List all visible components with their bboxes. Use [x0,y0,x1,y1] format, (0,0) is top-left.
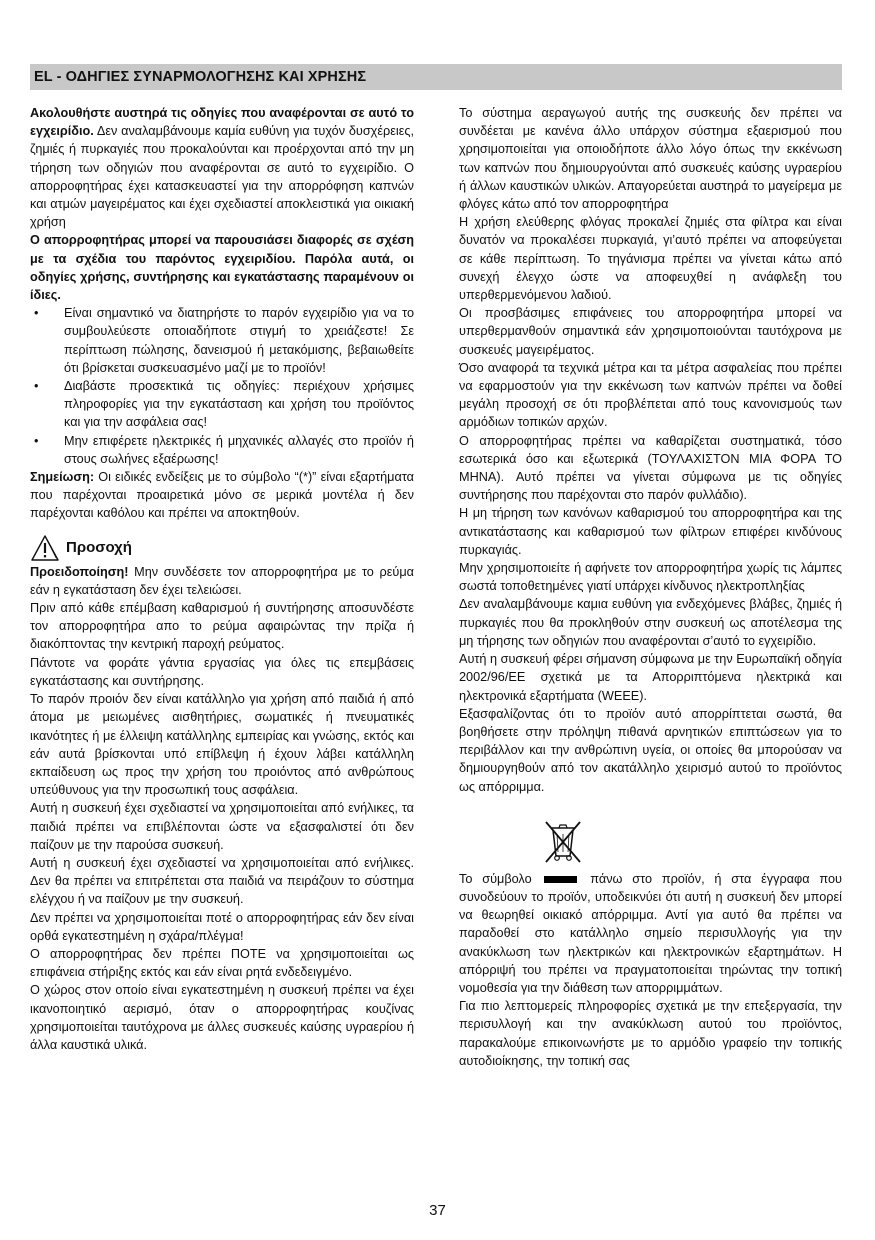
black-bar-symbol [544,876,577,883]
info-paragraph: Για πιο λεπτομερείς πληροφορίες σχετικά με την επεξεργασία, την περισυλλογή και την ανακύκλωση αυτού του προϊόντος, παρακαλούμε επικοινωνήστε με το αρμόδιο γραφείο την τοπικής αυτοδιοίκησης, την τοπική σας [459,999,842,1068]
bullet-item: • Είναι σημαντικό να διατηρήστε το παρόν εγχειρίδιο για να το συμβουλεύεστε οποιαδήποτε στιγμή το χρειάζεστε! Σε περίπτωση πώλησης, δανεισμού ή μετακόμισης, βεβαιωθείτε ότι βρίσκεται συσκευασμένο μαζί με το προϊόν! [30,304,414,377]
symbol-text-before: Το σύμβολο [459,871,532,886]
safety-paragraph: Οι προσβάσιμες επιφάνειες του απορροφητήρα μπορεί να υπερθερμανθούν σημαντικά εάν χρησιμοποιούνται ταυτόχρονα με συσκευές μαγειρέματος. [459,306,842,357]
section-title: EL - ΟΔΗΓΙΕΣ ΣΥΝΑΡΜΟΛΟΓΗΣΗΣ ΚΑΙ ΧΡΗΣΗΣ [34,69,367,85]
safety-paragraph: Η χρήση ελεύθερης φλόγας προκαλεί ζημιές στα φίλτρα και είναι δυνατόν να προκαλέσει πυρκαγιά, γι’αυτό πρέπει να αποφεύγεται σε κάθε περίπτωση. Το τηγάνισμα πρέπει να γίνεται κάτω από συνεχή έλεγχο ώστε να αποφευχθεί η ανάφλεξη του υπερθερμενόμενου λαδιού. [459,215,842,303]
symbol-text-after: πάνω στο προϊόν, ή στα έγγραφα που συνοδεύουν το προϊόν, υποδεικνύει ότι αυτή η συσκευή δεν μπορεί να θεωρηθεί οικιακό απόρριμμα. Αντί για αυτό θα πρέπει να παραδοθεί στο κατάλληλο σημείο περισυλλογής για την ανακύκλωση των ηλεκτρικών και ηλεκτρονικών εξαρτημάτων. Η απόρριψή του πρέπει να πραγματοποιείται τηρώντας την τοπική νομοθεσία για την διάθεση των απορριμμάτων. [459,871,842,995]
crossed-out-wheelie-bin-icon [541,818,585,866]
note-paragraph [30,468,414,523]
safety-paragraph: Αυτή η συσκευή φέρει σήμανση σύμφωνα με την Ευρωπαϊκή οδηγία 2002/96/ΕΕ σχετικά με τα Απορριπτόμενα ηλεκτρικά και ηλεκτρονικά εξαρτήματα (WEEE). [459,652,842,703]
note-label: Σημείωση: [30,470,95,485]
intro-text: Δεν αναλαμβάνουμε καμία ευθύνη για τυχόν δυσχέρειες, ζημιές ή πυρκαγιές που προκαλούνται και προέρχονται από την μη τήρηση των οδηγιών που αναφέρονται σε αυτό το εγχειρίδιο. Ο απορροφητήρας έχει κατασκευαστεί για την απορρόφηση καπνών και ατμών μαγειρέματος και έχει σχεδιαστεί αποκλειστικά για οικιακή χρήση [30,124,414,230]
bullet-item: • Μην επιφέρετε ηλεκτρικές ή μηχανικές αλλαγές στο προϊόν ή στους σωλήνες εξαέρωσης! [30,432,414,468]
safety-paragraph: Μην χρησιμοποιείτε ή αφήνετε τον απορροφητήρα χωρίς τις λάμπες σωστά τοποθετημένες γιατί υπάρχει κίνδυνος ηλεκτροπληξίας [459,561,842,594]
left-column [30,104,414,1054]
safety-paragraph: Το παρόν προιόν δεν είναι κατάλληλο για χρήση από παιδιά ή από άτομα με μειωμένες αισθητήριες, σωματικές ή πνευματικές ικανότητες ή με έλλειψη κατάλληλης εμπειρίας και γνώσης, εκτός και εάν αυτά βρίσκονται υπό επίβλεψη ή έχουν λάβει κατάλληλη εκπαίδευση ως προς την χρήση του προιόντος από ανθρώπους υπεύθυνους για την προσωπική τους ασφάλεια. [30,692,414,798]
warning-label: Προειδοποίηση! [30,564,129,579]
safety-paragraph: Ο απορροφητήρας πρέπει να καθαρίζεται συστηματικά, τόσο εσωτερικά όσο και εξωτερικά (ΤΟΥΛΑΧΙΣΤΟΝ ΜΙΑ ΦΟΡΑ ΤΟ ΜΗΝΑ). Αυτό πρέπει να γίνεται σύμφωνα με τις οδηγίες συντήρησης που παρέχονται στο παρόν φυλλάδιο). [459,433,842,503]
intro-paragraph [30,104,414,231]
safety-paragraph: Αυτή η συσκευή έχει σχεδιαστεί να χρησιμοποιείται από ενήλικες. Δεν θα πρέπει να επιτρέπεται στα παιδιά να πειράζουν το σύστημα ελέγχου ή να παίζουν με την συσκευή. [30,855,414,907]
safety-paragraph: Ο απορροφητήρας δεν πρέπει ΠΟΤΕ να χρησιμοποιείται ως επιφάνεια στήριξης εκτός και εάν είναι ρητά ενδεδειγμένο. [30,946,414,980]
warning-text: Μην συνδέσετε τον απορροφητήρα με το ρεύμα εάν η εγκατάσταση δεν έχει τελειώσει. [30,564,414,597]
note-text: Οι ειδικές ενδείξεις με το σύμβολο “(*)” είναι εξαρτήματα που παρέχονται προαιρετικά μόνο σε μερικά μοντέλα ή δεν παρέχονται καθόλου και πρέπει να αποκτηθούν. [30,470,414,521]
safety-paragraph: Εξασφαλίζοντας ότι το προϊόν αυτό απορρίπτεται σωστά, θα βοηθήσετε στην πρόληψη πιθανά αρνητικών επιπτώσεων για το περιβάλλον και την ανθρώπινη υγεία, οι οποίες θα μπορούσαν να δημιουργηθούν από τον ακατάλληλο χειρισμό αυτού το προϊόντος ως απόρριμμα. [459,706,842,794]
warning-triangle-icon [30,534,60,562]
warning-heading [30,533,414,563]
bullet-item: • Διαβάστε προσεκτικά τις οδηγίες: περιέχουν χρήσιμες πληροφορίες για την εγκατάσταση και χρήση του προϊόντος και για την ασφάλεια σας! [30,377,414,432]
warning-paragraph [30,563,414,599]
right-column [459,104,842,1070]
page-number: 37 [429,1202,446,1219]
warning-title: Προσοχή [66,538,132,556]
weee-paragraph [459,870,842,997]
safety-paragraph: Το σύστημα αεραγωγού αυτής της συσκευής δεν πρέπει να συνδέεται με κανένα άλλο υπάρχον σύστημα εξαερισμού που χρησιμοποιείται για οποιοδήποτε άλλο λόγο όπως την εκκένωση των καπνών που δημιουργούνται από συσκευές καύσης υγραερίου ή άλλων καυστικών υλικών. Απαγορεύεται αυστηρά το μαγείρεμα με φλόγες κάτω από τον απορροφητήρα [459,106,842,212]
safety-paragraph: Η μη τήρηση των κανόνων καθαρισμού του απορροφητήρα και της αντικατάστασης και καθαρισμού των φίλτρων επιφέρει κινδύνους πυρκαγιάς. [459,506,842,557]
bullet-list [30,304,414,468]
safety-paragraph: Δεν αναλαμβάνουμε καμια ευθύνη για ενδεχόμενες βλάβες, ζημιές ή πυρκαγιές που θα προκληθούν στην συσκευή ως αποτέλεσμα της μη τήρησης των οδηγιών που αναφέρονται σ’αυτό το εγχειρίδιο. [459,597,842,648]
variation-notice: Ο απορροφητήρας μπορεί να παρουσιάσει διαφορές σε σχέση με τα σχέδια του παρόντος εγχειριδίου. Παρόλα αυτά, οι οδηγίες χρήσης, συντήρησης και εγκατάστασης παραμένουν οι ίδιες. [30,233,414,303]
section-header [30,64,842,90]
safety-paragraph: Αυτή η συσκευή έχει σχεδιαστεί να χρησιμοποιείται από ενήλικες, τα παιδιά πρέπει να επιβλέπονται ώστε να εξασφαλιστεί ότι δεν παίζουν με την παρούσα συσκευή. [30,801,414,852]
safety-paragraph: Πάντοτε να φοράτε γάντια εργασίας για όλες τις επεμβάσεις εγκατάστασης και συντήρησης. [30,655,414,688]
safety-paragraph: Πριν από κάθε επέμβαση καθαρισμού ή συντήρησης αποσυνδέστε τον απορροφητήρα απο το ρεύμα αφαιρώντας την πρίζα ή διακόπτοντας την κεντρική παροχή ρεύματος. [30,601,414,652]
safety-paragraph: Δεν πρέπει να χρησιμοποιείται ποτέ ο απορροφητήρας εάν δεν είναι ορθά εγκατεστημένη η σχάρα/πλέγμα! [30,910,414,943]
weee-symbol-area [459,818,842,870]
safety-paragraph: Ο χώρος στον οποίο είναι εγκατεστημένη η συσκευή πρέπει να έχει ικανοποιητικό αερισμό, όταν ο απορροφητήρας κουζίνας χρησιμοποιείται ταυτόχρονα με άλλες συσκευές καύσης υγραερίου ή άλλα καυστικά υλικά. [30,983,414,1052]
safety-paragraph: Όσο αναφορά τα τεχνικά μέτρα και τα μέτρα ασφαλείας που πρέπει να εφαρμοστούν για την εκκένωση των καπνών πρέπει να δοθεί μεγάλη προσοχή σε ότι προβλέπεται από τους κανονισμούς των αρμόδιων τοπικών αρχών. [459,360,842,430]
intro-bold: Ακολουθήστε αυστηρά τις οδηγίες που αναφέρονται σε αυτό το εγχειρίδιο. [30,106,414,139]
